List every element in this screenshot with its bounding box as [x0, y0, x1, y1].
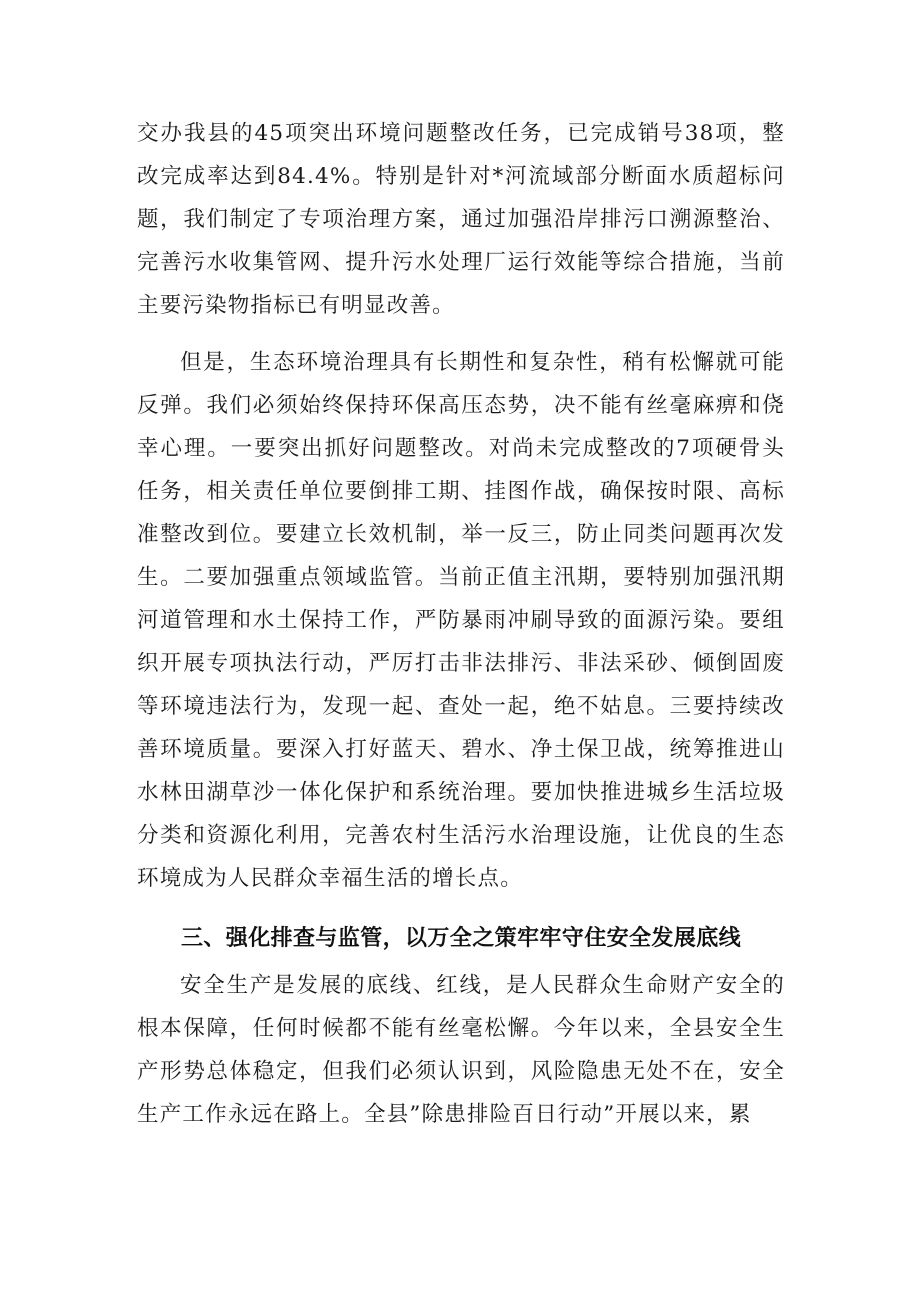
- paragraph-environment-rectification: 交办我县的45项突出环境问题整改任务，已完成销号38项，整改完成率达到84.4%。特别是针对*河流域部分断面水质超标问题，我们制定了专项治理方案，通过加强沿岸排污口溯源整治、完善污水收集管网、提升污水处理厂运行效能等综合措施，当前主要污染物指标已有明显改善。: [137, 121, 785, 318]
- document-body: [137, 112, 785, 1150]
- paragraph-environment-governance: 但是，生态环境治理具有长期性和复杂性，稍有松懈就可能反弹。我们必须始终保持环保高压态势，决不能有丝毫麻痹和侥幸心理。一要突出抓好问题整改。对尚未完成整改的7项硬骨头任务，相关责任单位要倒排工期、挂图作战，确保按时限、高标准整改到位。要建立长效机制，举一反三，防止同类问题再次发生。二要加强重点领域监管。当前正值主汛期，要特别加强汛期河道管理和水土保持工作，严防暴雨冲刷导致的面源污染。要组织开展专项执法行动，严厉打击非法排污、非法采砂、倾倒固废等环境违法行为，发现一起、查处一起，绝不姑息。三要持续改善环境质量。要深入打好蓝天、碧水、净土保卫战，统筹推进山水林田湖草沙一体化保护和系统治理。要加快推进城乡生活垃圾分类和资源化利用，完善农村生活污水治理设施，让优良的生态环境成为人民群众幸福生活的增长点。: [137, 350, 785, 891]
- section-heading-safety: 三、强化排查与监管，以万全之策牢牢守住安全发展底线: [181, 926, 742, 951]
- paragraph-safety-production: 安全生产是发展的底线、红线，是人民群众生命财产安全的根本保障，任何时候都不能有丝毫松懈。今年以来，全县安全生产形势总体稳定，但我们必须认识到，风险隐患无处不在，安全生产工作永远在路上。全县”除患排险百日行动”开展以来，累: [137, 973, 785, 1127]
